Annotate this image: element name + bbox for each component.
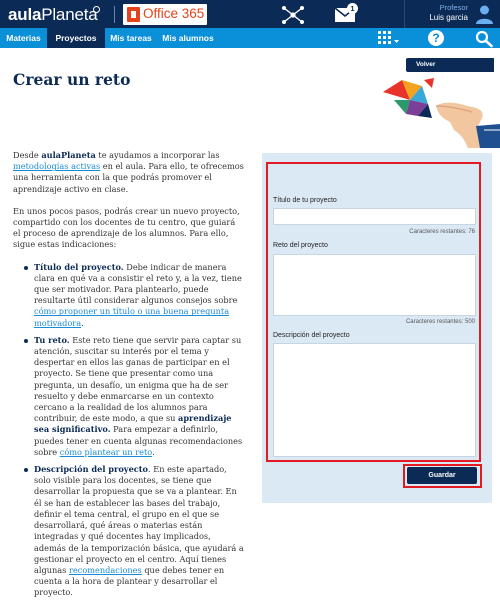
- office365-label: Office 365: [143, 6, 205, 21]
- title-tips-link[interactable]: cómo proponer un título o una buena pregunta motivadora: [34, 306, 230, 328]
- divider: [114, 6, 115, 23]
- nav-item-mis-alumnos[interactable]: Mis alumnos: [162, 33, 214, 43]
- logo-ring-icon: [93, 6, 100, 13]
- back-button[interactable]: Volver: [406, 58, 494, 72]
- list-item: Tu reto. Este reto tiene que servir para captar su atención, suscitar su interés por el tema y despertar en ellos las ganas de participar en el proyecto. Se tiene que presentar como una pregunta, un desafío, un enigma que ha de ser resuelto y debe enmarcarse en un contexto cercano a la realidad de los alumnos para contribuir, de este modo, a que su aprendizaje sea significativo. Para empezar a definirlo, puedes tener en cuenta algunas recomendaciones sobre cómo plantear un reto.: [21, 335, 245, 458]
- recommendations-link[interactable]: recomendaciones: [68, 564, 142, 575]
- list-item: Descripción del proyecto. En este apartado, solo visible para los docentes, se tiene que desarrollar la propuesta que se va a plantear. En él se han de establecer las bases del trabajo, definir el tema central, el grupo en el que se desarrollará, qué áreas o materias están integradas y qué docentes hay implicados, además de la temporización básica, que ayudará a gestionar el proyecto en el centro. Aquí tienes algunas recomendaciones que debes tener en cuenta a la hora de plantear y desarrollar el proyecto.: [21, 464, 245, 598]
- main-nav: [0, 28, 500, 48]
- project-title-input[interactable]: [273, 208, 476, 225]
- description-field-label: Descripción del proyecto: [273, 332, 350, 339]
- network-icon[interactable]: [280, 4, 306, 26]
- project-description-textarea[interactable]: [273, 343, 476, 457]
- search-icon[interactable]: [475, 30, 493, 47]
- challenge-tips-link[interactable]: cómo plantear un reto: [59, 446, 153, 457]
- user-role: Profesor: [439, 3, 468, 12]
- title-char-counter: Caracteres restantes: 76: [409, 229, 475, 235]
- intro-paragraph-2: En unos pocos pasos, podrás crear un nuevo proyecto, compartido con los docentes de tu centro, que guiará el proceso de aprendizaje de los alumnos. Para ello, sigue estas indicaciones:: [13, 205, 240, 250]
- user-avatar-icon[interactable]: [475, 4, 494, 24]
- list-item: Título del proyecto. Debe indicar de manera clara en qué va a consistir el reto y, a la vez, tiene que ser motivador. Para plantearlo, puede resultarte útil considerar algunos consejos sobre cómo proponer un título o una buena pregunta motivadora.: [21, 262, 245, 329]
- aulaplaneta-logo[interactable]: aulaPlaneta: [8, 5, 98, 24]
- page-title: Crear un reto: [13, 70, 131, 89]
- office365-button[interactable]: [123, 4, 207, 25]
- active-methodologies-link[interactable]: metodologías activas: [13, 161, 101, 172]
- nav-item-mis-tareas[interactable]: Mis tareas: [110, 33, 152, 43]
- steps-list: [21, 262, 245, 599]
- save-button[interactable]: Guardar: [407, 467, 477, 484]
- tangram-hand-illustration: [380, 74, 500, 148]
- help-icon[interactable]: ?: [428, 30, 444, 46]
- intro-paragraph-1: Desde aulaPlaneta te ayudamos a incorporar las metodologías activas en el aula. Para ello, te ofrecemos una herramienta con la que podrás promover el aprendizaje activo en clase.: [13, 150, 244, 194]
- challenge-char-counter: Caracteres restantes: 500: [405, 319, 475, 325]
- project-challenge-textarea[interactable]: [273, 254, 476, 316]
- instructions: [13, 150, 245, 605]
- nav-item-materias[interactable]: Materias: [6, 33, 41, 43]
- notification-badge: 1: [347, 3, 358, 14]
- user-name[interactable]: Luis garcia: [429, 13, 468, 22]
- office-icon: [127, 7, 140, 22]
- nav-item-proyectos[interactable]: Proyectos: [47, 28, 105, 48]
- top-bar: [0, 0, 500, 28]
- divider: [404, 0, 405, 28]
- apps-grid-icon[interactable]: [378, 31, 400, 45]
- title-field-label: Título de tu proyecto: [273, 197, 337, 204]
- reto-field-label: Reto del proyecto: [273, 242, 328, 249]
